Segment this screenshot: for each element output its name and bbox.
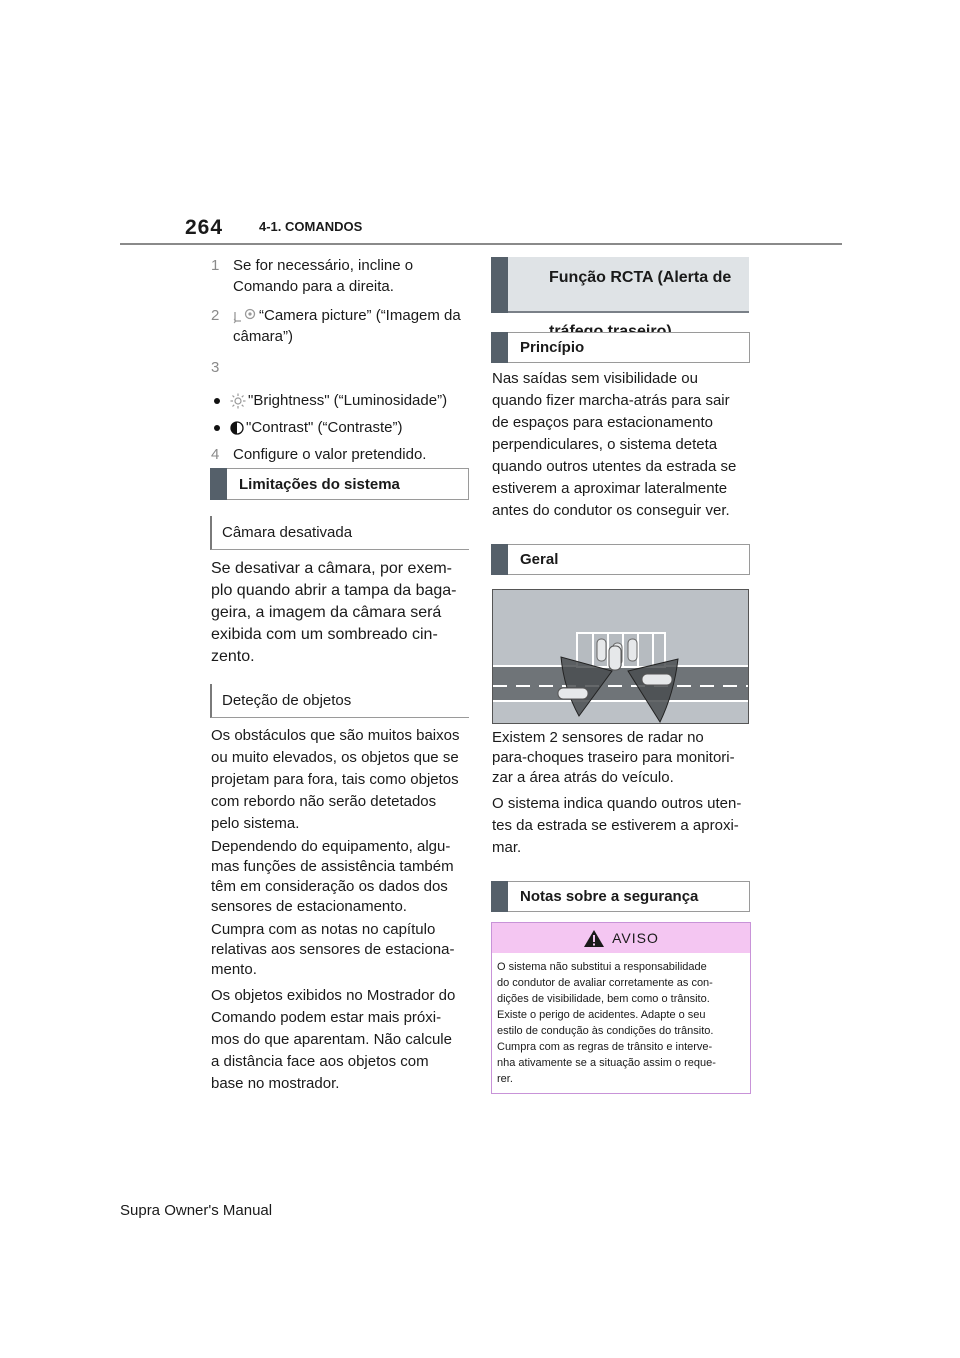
bullet-brightness [211,390,471,411]
step-text: Se for necessário, incline o Comando para a direita. [233,257,414,295]
heading-text: Limitações do sistema [239,475,400,493]
step-text: Configure o valor pretendido. [233,446,427,463]
bullet-contrast [211,417,471,438]
step-2 [211,305,471,347]
step-4 [211,444,471,465]
step-number: 3 [211,359,220,376]
heading-tab [491,257,508,313]
warning-title: AVISO [612,930,659,946]
limitations-heading [210,468,469,500]
heading-tab [491,332,508,363]
bullet-text: "Brightness" (“Luminosidade”) [248,392,448,409]
step-number: 1 [211,257,220,274]
step-number: 2 [211,307,220,324]
contrast-icon [230,420,244,436]
object-detection-p3: Cumpra com as notas no capítulo relativas aos sensores de estaciona- mento. [211,921,455,978]
step-text: “Camera picture” (“Imagem da câmara”) [233,307,461,345]
warning-box [491,922,751,1094]
heading-text: Deteção de objetos [222,692,352,709]
general-p1: Existem 2 sensores de radar no para-choques traseiro para monitori- zar a área atrás do veículo. [492,729,735,786]
bullet-dot [214,425,220,431]
step-3 [211,357,471,378]
heading-text: Função RCTA (Alerta de [549,269,732,286]
heading-text: Câmara desativada [222,524,353,541]
object-detection-heading [210,684,469,718]
step-1 [211,255,471,297]
bullet-dot [214,398,220,404]
camera-off-heading [210,516,469,550]
safety-heading [491,881,750,912]
steps-list [211,255,471,465]
footer-manual-title: Supra Owner's Manual [120,1202,273,1219]
warning-triangle-icon [583,929,605,948]
heading-text: Geral [520,551,559,568]
object-detection-p1: Os obstáculos que são muitos baixos ou muito elevados, os objetos que se projetam para fora, tais como objetos com rebordo não serão detetados pelo sistema. [211,727,460,832]
heading-tab [491,881,508,912]
chapter-title: 4-1. COMANDOS [259,219,363,234]
camera-off-paragraph: Se desativar a câmara, por exem- plo quando abrir a tampa da baga- geira, a imagem da câmara será exibida com um sombreado cin- zento. [211,560,457,665]
principle-heading [491,332,750,363]
principle-paragraph: Nas saídas sem visibilidade ou quando fizer marcha-atrás para sair de espaços para estacionamento perpendiculares, o sistema deteta quando outros utentes da estrada se estiverem a aproximar lateralmente antes do condutor os conseguir ver. [492,370,737,519]
rcta-illustration [492,589,749,724]
bullet-text: "Contrast" (“Contraste”) [246,419,403,436]
general-p2: O sistema indica quando outros uten- tes da estrada se estiverem a aproxi- mar. [492,795,742,856]
rcta-heading [491,257,749,313]
general-heading [491,544,750,575]
object-detection-p2: Dependendo do equipamento, algu- mas funções de assistência também têm em consideração os dados dos sensores de estacionamento. [211,838,454,915]
step-number: 4 [211,446,220,463]
warning-text: O sistema não substitui a responsabilidade do condutor de avaliar corretamente as con- dições de visibilidade, bem como o trânsito. Existe o perigo de acidentes. Adapte o seu estilo de condução às condições do trânsito. Cumpra com as regras de trânsito e interve- nha ativamente se a situação assim o reque- rer. [497,961,716,1085]
brightness-icon [230,393,246,409]
heading-text: Princípio [520,339,585,356]
heading-tab [491,544,508,575]
heading-tab [210,468,227,500]
heading-text: Notas sobre a segurança [520,888,699,905]
object-detection-p4: Os objetos exibidos no Mostrador do Comando podem estar mais próxi- mos do que aparentam. Não calcule a distância face aos objetos com base no mostrador. [211,987,456,1092]
page-number: 264 [185,216,224,239]
warning-header [492,923,750,953]
header-divider [120,243,842,245]
camera-picture-icon [233,308,259,324]
